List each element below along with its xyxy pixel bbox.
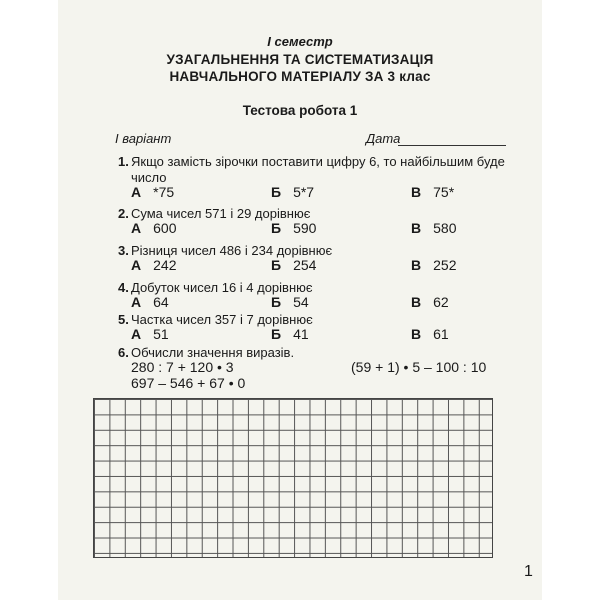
question-text: Частка чисел 357 і 7 дорівнює [131,312,313,327]
option-value: 51 [153,326,169,342]
option-value: 64 [153,294,169,310]
option-a[interactable] [131,220,176,236]
option-value: 75* [433,184,455,200]
date-field-line[interactable] [398,145,506,146]
question-number: 1. [118,154,129,169]
question-text: Обчисли значення виразів. [131,345,295,360]
option-value: 5*7 [293,184,315,200]
question-number: 5. [118,312,129,327]
title-line-1: УЗАГАЛЬНЕННЯ ТА СИСТЕМАТИЗАЦІЯ [166,52,434,67]
title-line-2: НАВЧАЛЬНОГО МАТЕРІАЛУ ЗА 3 клас [169,69,431,84]
option-value: 242 [153,257,177,273]
option-value: 61 [433,326,449,342]
answer-grid[interactable] [93,398,493,558]
option-b[interactable] [271,257,316,273]
option-value: 54 [293,294,309,310]
variant-label: I варіант [115,131,172,146]
option-value: 252 [433,257,457,273]
option-letter: Б [271,220,282,236]
question-text: Добуток чисел 16 і 4 дорівнює [131,280,313,295]
option-letter: В [411,326,422,342]
option-b[interactable] [271,294,309,310]
option-letter: Б [271,257,282,273]
question-number: 3. [118,243,129,258]
option-value: 62 [433,294,449,310]
option-c[interactable] [411,294,449,310]
question-number: 6. [118,345,129,360]
worksheet-page [58,0,542,600]
option-letter: В [411,257,422,273]
option-letter: А [131,294,142,310]
expression-3: 697 – 546 + 67 • 0 [131,375,246,391]
option-c[interactable] [411,184,454,200]
option-letter: Б [271,326,282,342]
option-letter: А [131,257,142,273]
question-text: Якщо замість зірочки поставити цифру 6, то найбільшим буде [131,154,505,169]
question-number: 4. [118,280,129,295]
option-value: 600 [153,220,177,236]
option-a[interactable] [131,326,169,342]
expression-2: (59 + 1) • 5 – 100 : 10 [351,359,487,375]
semester-label: I семестр [267,34,333,49]
option-a[interactable] [131,257,176,273]
option-b[interactable] [271,220,316,236]
option-c[interactable] [411,220,456,236]
option-letter: Б [271,294,282,310]
option-letter: В [411,220,422,236]
option-letter: А [131,326,142,342]
option-letter: А [131,184,142,200]
option-letter: В [411,184,422,200]
expression-1: 280 : 7 + 120 • 3 [131,359,234,375]
option-value: 580 [433,220,457,236]
question-number: 2. [118,206,129,221]
question-text-continued: число [131,170,167,185]
option-value: 41 [293,326,309,342]
option-b[interactable] [271,184,314,200]
option-letter: Б [271,184,282,200]
option-letter: В [411,294,422,310]
option-value: *75 [153,184,175,200]
date-label: Дата [366,131,401,146]
option-a[interactable] [131,184,174,200]
option-value: 590 [293,220,317,236]
option-letter: А [131,220,142,236]
option-b[interactable] [271,326,309,342]
question-text: Сума чисел 571 і 29 дорівнює [131,206,311,221]
test-title: Тестова робота 1 [242,103,358,118]
question-text: Різниця чисел 486 і 234 дорівнює [131,243,333,258]
option-value: 254 [293,257,317,273]
option-c[interactable] [411,257,456,273]
option-c[interactable] [411,326,449,342]
option-a[interactable] [131,294,169,310]
page-number: 1 [524,563,533,580]
